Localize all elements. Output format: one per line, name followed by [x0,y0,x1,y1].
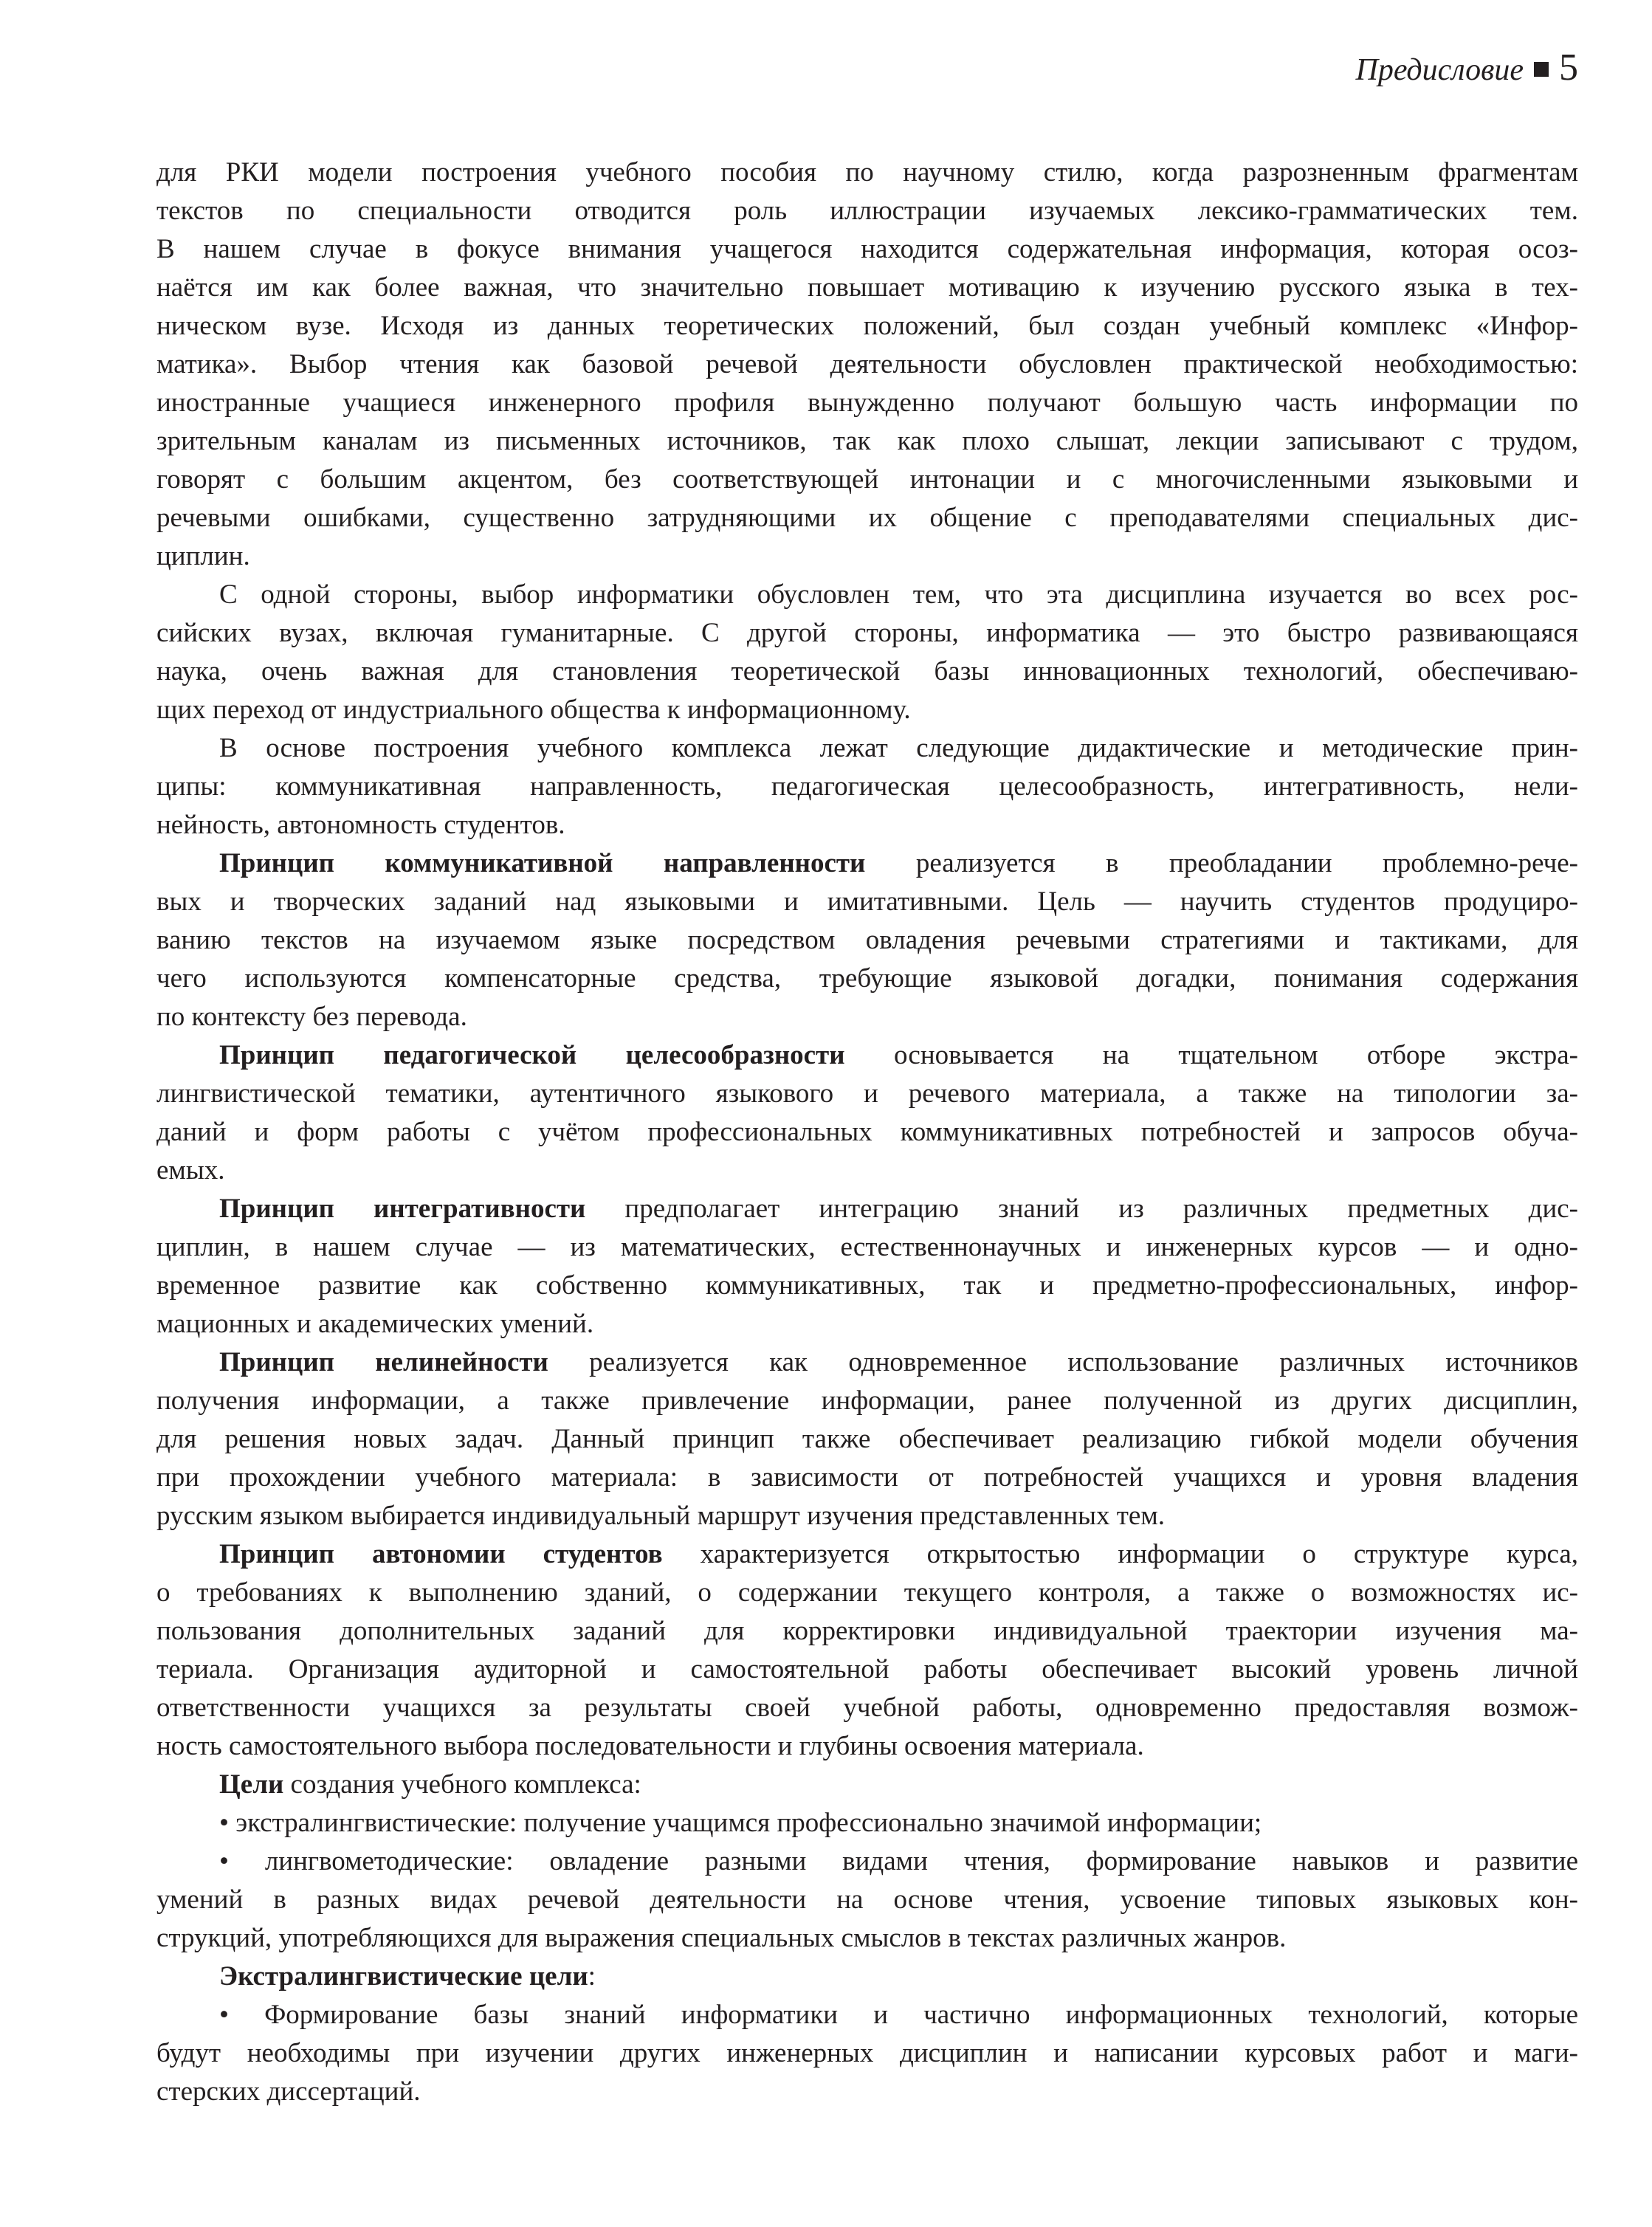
bold-term: Принцип коммуникативной направленности [219,848,866,878]
line-text: ность самостоятельного выбора последовательности и глубины освоения материала. [156,1731,1144,1761]
line-text: основывается на тщательном отборе экстра- [844,1040,1578,1070]
line-text: ответственности учащихся за результаты своей учебной работы, одновременно предоставляя возмож- [156,1693,1578,1723]
line-text: • Формирование базы знаний информатики и частично информационных технологий, которые [219,2000,1578,2030]
line-text: щих переход от индустриального общества к информационному. [156,695,911,725]
line-text: : [588,1961,596,1992]
text-line [156,1382,1578,1420]
line-text: циплин, в нашем случае — из математических, естественнонаучных и инженерных курсов — и одно- [156,1232,1578,1262]
text-line [156,1190,1578,1228]
text-line [156,998,1578,1036]
bold-term: Принцип нелинейности [219,1347,548,1377]
bold-term: Принцип автономии студентов [219,1539,663,1569]
section-title: Предисловие [1355,53,1524,87]
bold-term: Принцип интегративности [219,1194,586,1224]
text-line [156,1574,1578,1612]
line-text: • экстралингвистические: получение учащимся профессионально значимой информации; [219,1808,1262,1838]
line-text: создания учебного комплекса: [283,1769,641,1800]
text-line [156,1228,1578,1267]
line-text: русским языком выбирается индивидуальный маршрут изучения представленных тем. [156,1501,1166,1531]
line-text: при прохождении учебного материала: в зависимости от потребностей учащихся и уровня владения [156,1462,1578,1493]
text-line [156,806,1578,844]
line-text: лингвистической тематики, аутентичного языкового и речевого материала, а также на типологии за- [156,1078,1578,1109]
line-text: ванию текстов на изучаемом языке посредством овладения речевыми стратегиями и тактиками, для [156,925,1578,955]
line-text: наётся им как более важная, что значительно повышает мотивацию к изучению русского языка в тех- [156,272,1578,303]
text-line [156,2034,1578,2073]
line-text: будут необходимы при изучении других инженерных дисциплин и написании курсовых работ и маги- [156,2038,1578,2068]
line-text: текстов по специальности отводится роль иллюстрации изучаемых лексико-грамматических тем. [156,196,1578,226]
line-text: даний и форм работы с учётом профессиональных коммуникативных потребностей и запросов обуча- [156,1117,1578,1147]
running-header [1355,46,1578,89]
text-line [156,1612,1578,1651]
line-text: временное развитие как собственно коммуникативных, так и предметно-профессиональных, инфор- [156,1270,1578,1301]
line-text: говорят с большим акцентом, без соответствующей интонации и с многочисленными языковыми и [156,464,1578,495]
text-line [156,192,1578,230]
text-line [156,653,1578,691]
text-line [156,883,1578,921]
text-line [156,729,1578,768]
line-text: вых и творческих заданий над языковыми и имитативными. Цель — научить студентов продуциро- [156,887,1578,917]
line-text: емых. [156,1155,225,1185]
text-line [156,960,1578,998]
text-line [156,2073,1578,2111]
line-text: ципы: коммуникативная направленность, педагогическая целесообразность, интегративность, нели- [156,771,1578,802]
text-line [156,844,1578,883]
line-text: получения информации, а также привлечение информации, ранее полученной из других дисциплин, [156,1386,1578,1416]
line-text: матика». Выбор чтения как базовой речевой деятельности обусловлен практической необходимостью: [156,349,1578,379]
line-text: для решения новых задач. Данный принцип также обеспечивает реализацию гибкой модели обучения [156,1424,1578,1454]
line-text: реализуется как одновременное использование различных источников [548,1347,1578,1377]
line-text: стерских диссертаций. [156,2076,421,2107]
text-line [156,269,1578,307]
text-line [156,422,1578,461]
line-text: по контексту без перевода. [156,1002,467,1032]
text-line [156,1689,1578,1727]
text-line [156,1804,1578,1842]
page-number: 5 [1559,47,1578,89]
line-text: иностранные учащиеся инженерного профиля вынужденно получают большую часть информации по [156,388,1578,418]
text-line [156,1420,1578,1459]
text-line [156,1305,1578,1343]
line-text: характеризуется открытостью информации о структуре курса, [662,1539,1578,1569]
line-text: циплин. [156,541,250,571]
text-line [156,230,1578,269]
text-line [156,1958,1578,1996]
text-line [156,1651,1578,1689]
text-line [156,1152,1578,1190]
line-text: чего используются компенсаторные средства, требующие языковой догадки, понимания содержания [156,963,1578,994]
line-text: для РКИ модели построения учебного пособия по научному стилю, когда разрозненным фрагментам [156,157,1578,187]
text-line [156,1075,1578,1113]
text-line [156,1113,1578,1152]
text-line [156,1727,1578,1766]
text-line [156,691,1578,729]
text-line [156,1842,1578,1881]
line-text: умений в разных видах речевой деятельности на основе чтения, усвоение типовых языковых кон- [156,1884,1578,1915]
line-text: реализуется в преобладании проблемно-рече- [865,848,1578,878]
bold-term: Принцип педагогической целесообразности [219,1040,845,1070]
line-text: В нашем случае в фокусе внимания учащегося находится содержательная информация, которая осоз- [156,234,1578,264]
line-text: речевыми ошибками, существенно затрудняющими их общение с преподавателями специальных дис- [156,503,1578,533]
text-line [156,576,1578,614]
text-line [156,384,1578,422]
text-line [156,345,1578,384]
text-line [156,1919,1578,1958]
text-line [156,1535,1578,1574]
text-line [156,154,1578,192]
text-line [156,1881,1578,1919]
text-line [156,1036,1578,1075]
bold-term: Цели [219,1769,284,1800]
line-text: пользования дополнительных заданий для корректировки индивидуальной траектории изучения ма- [156,1616,1578,1646]
text-line [156,1996,1578,2034]
text-line [156,307,1578,345]
text-line [156,537,1578,576]
line-text: В основе построения учебного комплекса лежат следующие дидактические и методические прин- [219,733,1578,763]
text-line [156,461,1578,499]
bold-term: Экстралингвистические цели [219,1961,588,1992]
line-text: струкций, употребляющихся для выражения специальных смыслов в текстах различных жанров. [156,1923,1287,1953]
line-text: сийских вузах, включая гуманитарные. С другой стороны, информатика — это быстро развивающаяся [156,618,1578,648]
text-line [156,1459,1578,1497]
line-text: зрительным каналам из письменных источников, так как плохо слышат, лекции записывают с трудом, [156,426,1578,456]
text-line [156,1267,1578,1305]
text-line [156,1343,1578,1382]
line-text: мационных и академических умений. [156,1309,594,1339]
text-line [156,499,1578,537]
line-text: наука, очень важная для становления теоретической базы инновационных технологий, обеспечиваю- [156,656,1578,686]
line-text: предполагает интеграцию знаний из различных предметных дис- [585,1194,1578,1224]
body-text [156,154,1578,2111]
text-line [156,614,1578,653]
text-line [156,1766,1578,1804]
line-text: • лингвометодические: овладение разными видами чтения, формирование навыков и развитие [219,1846,1578,1876]
text-line [156,921,1578,960]
square-bullet-icon [1534,62,1549,77]
text-line [156,1497,1578,1535]
line-text: о требованиях к выполнению зданий, о содержании текущего контроля, а также о возможностях ис- [156,1577,1578,1608]
line-text: ническом вузе. Исходя из данных теоретических положений, был создан учебный комплекс «Инфор- [156,311,1578,341]
text-line [156,768,1578,806]
line-text: С одной стороны, выбор информатики обусловлен тем, что эта дисциплина изучается во всех рос- [219,579,1578,610]
line-text: териала. Организация аудиторной и самостоятельной работы обеспечивает высокий уровень личной [156,1654,1578,1684]
line-text: нейность, автономность студентов. [156,810,565,840]
